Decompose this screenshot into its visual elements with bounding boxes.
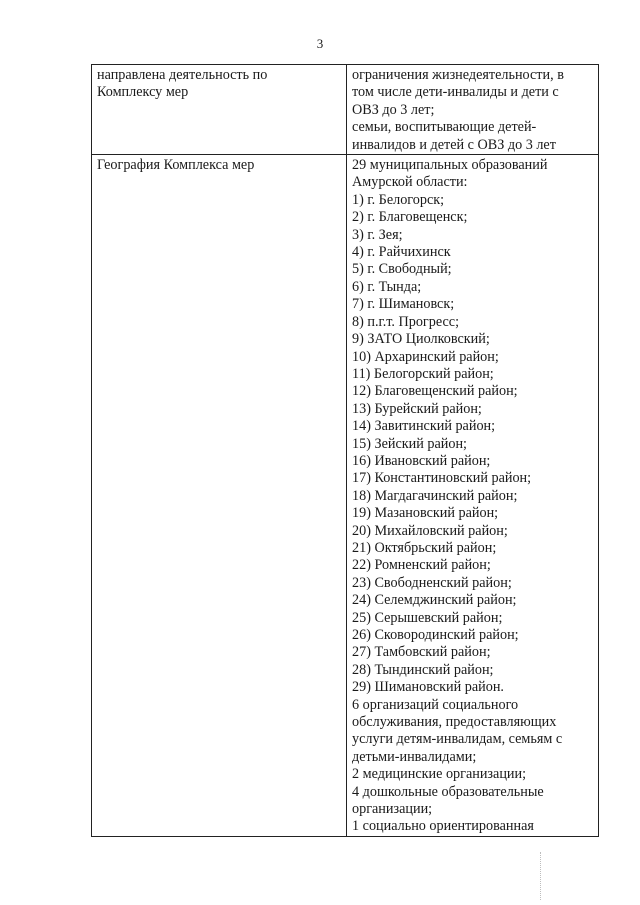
text-line: 22) Ромненский район;: [352, 557, 491, 574]
text-line: 2) г. Благовещенск;: [352, 209, 468, 226]
text-line: обслуживания, предоставляющих: [352, 714, 557, 731]
text-line: 21) Октябрьский район;: [352, 539, 497, 556]
text-line: 3) г. Зея;: [352, 226, 403, 243]
text-line: инвалидов и детей с ОВЗ до 3 лет: [352, 136, 556, 153]
table-row: [92, 155, 599, 837]
table-cell-value: [347, 65, 599, 155]
text-line: 5) г. Свободный;: [352, 261, 452, 278]
text-line: 14) Завитинский район;: [352, 418, 496, 435]
text-line: 4 дошкольные образовательные: [352, 783, 544, 800]
cell-lines: [352, 157, 593, 836]
text-line: ОВЗ до 3 лет;: [352, 101, 435, 118]
text-line: 9) ЗАТО Циолковский;: [352, 331, 490, 348]
text-line: 26) Сковородинский район;: [352, 627, 519, 643]
text-line: 8) п.г.т. Прогресс;: [352, 313, 460, 330]
table-row: [92, 65, 599, 155]
text-line: 4) г. Райчихинск: [352, 244, 451, 261]
table-cell-label: [92, 65, 347, 155]
text-line: 13) Бурейский район;: [352, 400, 482, 417]
text-line: организации;: [352, 801, 433, 818]
table-cell-value: [347, 155, 599, 837]
text-line: 27) Тамбовский район;: [352, 644, 491, 661]
text-line: 17) Константиновский район;: [352, 470, 532, 487]
text-line: 1 социально ориентированная: [352, 818, 534, 835]
text-line: 10) Архаринский район;: [352, 348, 499, 365]
page-number: 3: [316, 36, 324, 51]
text-line: 20) Михайловский район;: [352, 522, 508, 539]
text-line: География Комплекса мер: [97, 157, 255, 174]
text-line: 1) г. Белогорск;: [352, 191, 445, 208]
text-line: 6 организаций социального: [352, 696, 519, 713]
text-line: 2 медицинские организации;: [352, 766, 527, 783]
text-line: 15) Зейский район;: [352, 435, 467, 452]
table-cell-label: [92, 155, 347, 837]
text-line: Амурской области:: [352, 174, 468, 191]
cell-lines: [352, 67, 593, 154]
text-line: 25) Серышевский район;: [352, 609, 503, 626]
text-line: 18) Магдагачинский район;: [352, 487, 518, 504]
text-line: 23) Свободненский район;: [352, 574, 512, 591]
document-table: [91, 64, 599, 837]
text-line: 29) Шимановский район.: [352, 679, 504, 696]
text-line: 7) г. Шимановск;: [352, 296, 455, 313]
text-line: ограничения жизнедеятельности, в: [352, 67, 564, 83]
text-line: 6) г. Тында;: [352, 278, 422, 295]
text-line: направлена деятельность по: [97, 67, 268, 83]
text-line: услуги детям-инвалидам, семьям с: [352, 731, 563, 748]
text-line: 16) Ивановский район;: [352, 452, 491, 469]
cell-lines: [97, 157, 341, 174]
text-line: том числе дети-инвалиды и дети с: [352, 84, 559, 101]
text-line: Комплексу мер: [97, 84, 189, 101]
text-line: 29 муниципальных образований: [352, 157, 548, 174]
text-line: 24) Селемджинский район;: [352, 592, 517, 609]
text-line: детьми-инвалидами;: [352, 748, 477, 765]
text-line: семьи, воспитывающие детей-: [352, 119, 537, 136]
text-line: 12) Благовещенский район;: [352, 383, 518, 400]
text-line: 11) Белогорский район;: [352, 365, 494, 382]
text-line: 19) Мазановский район;: [352, 505, 499, 522]
scan-margin-marks: [540, 852, 543, 900]
text-line: 28) Тындинский район;: [352, 661, 494, 678]
cell-lines: [97, 67, 341, 102]
